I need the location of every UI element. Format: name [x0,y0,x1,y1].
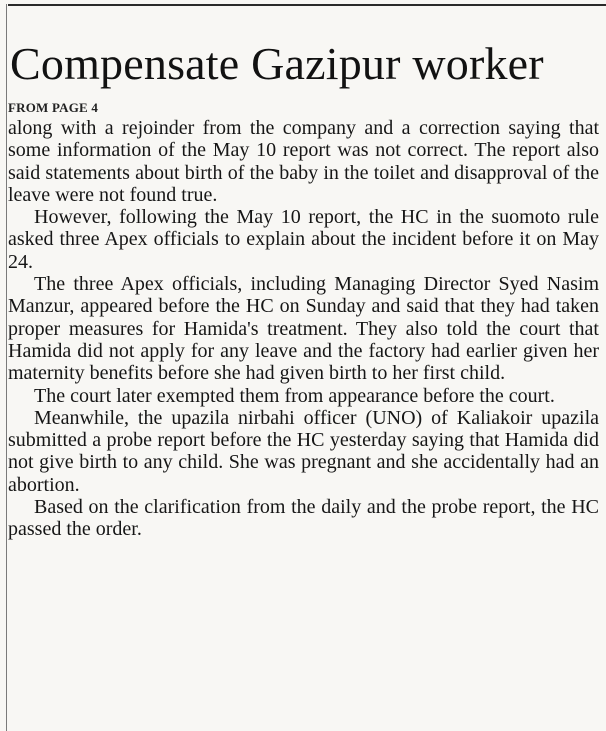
jump-line: FROM PAGE 4 [8,100,99,115]
paragraph: The three Apex officials, including Managing Director Syed Nasim Manzur, appeared before the HC on Sunday and said that they had taken proper measures for Hamida's treatment. They also told the court that Hamida did not apply for any leave and the factory had earlier given her maternity benefits before she had given birth to her first child. [8,273,599,385]
paragraph: The court later exempted them from appearance before the court. [34,384,555,407]
column-rule [6,4,7,731]
paragraph: Meanwhile, the upazila nirbahi officer (UNO) of Kaliakoir upazila submitted a probe report before the HC yesterday saying that Hamida did not give birth to any child. She was pregnant and she accidentally had an abortion. [8,406,599,496]
paragraph: However, following the May 10 report, the HC in the suomoto rule asked three Apex officials to explain about the incident before it on May 24. [8,206,599,273]
paragraph: Based on the clarification from the daily and the probe report, the HC passed the order. [8,496,599,541]
headline: Compensate Gazipur worker [10,38,544,89]
paragraph: along with a rejoinder from the company and a correction saying that some information of the May 10 report was not correct. The report also said statements about birth of the baby in the toilet and disapproval of the leave were not found true. [8,117,599,206]
top-rule [8,4,606,6]
article-body [8,117,599,541]
